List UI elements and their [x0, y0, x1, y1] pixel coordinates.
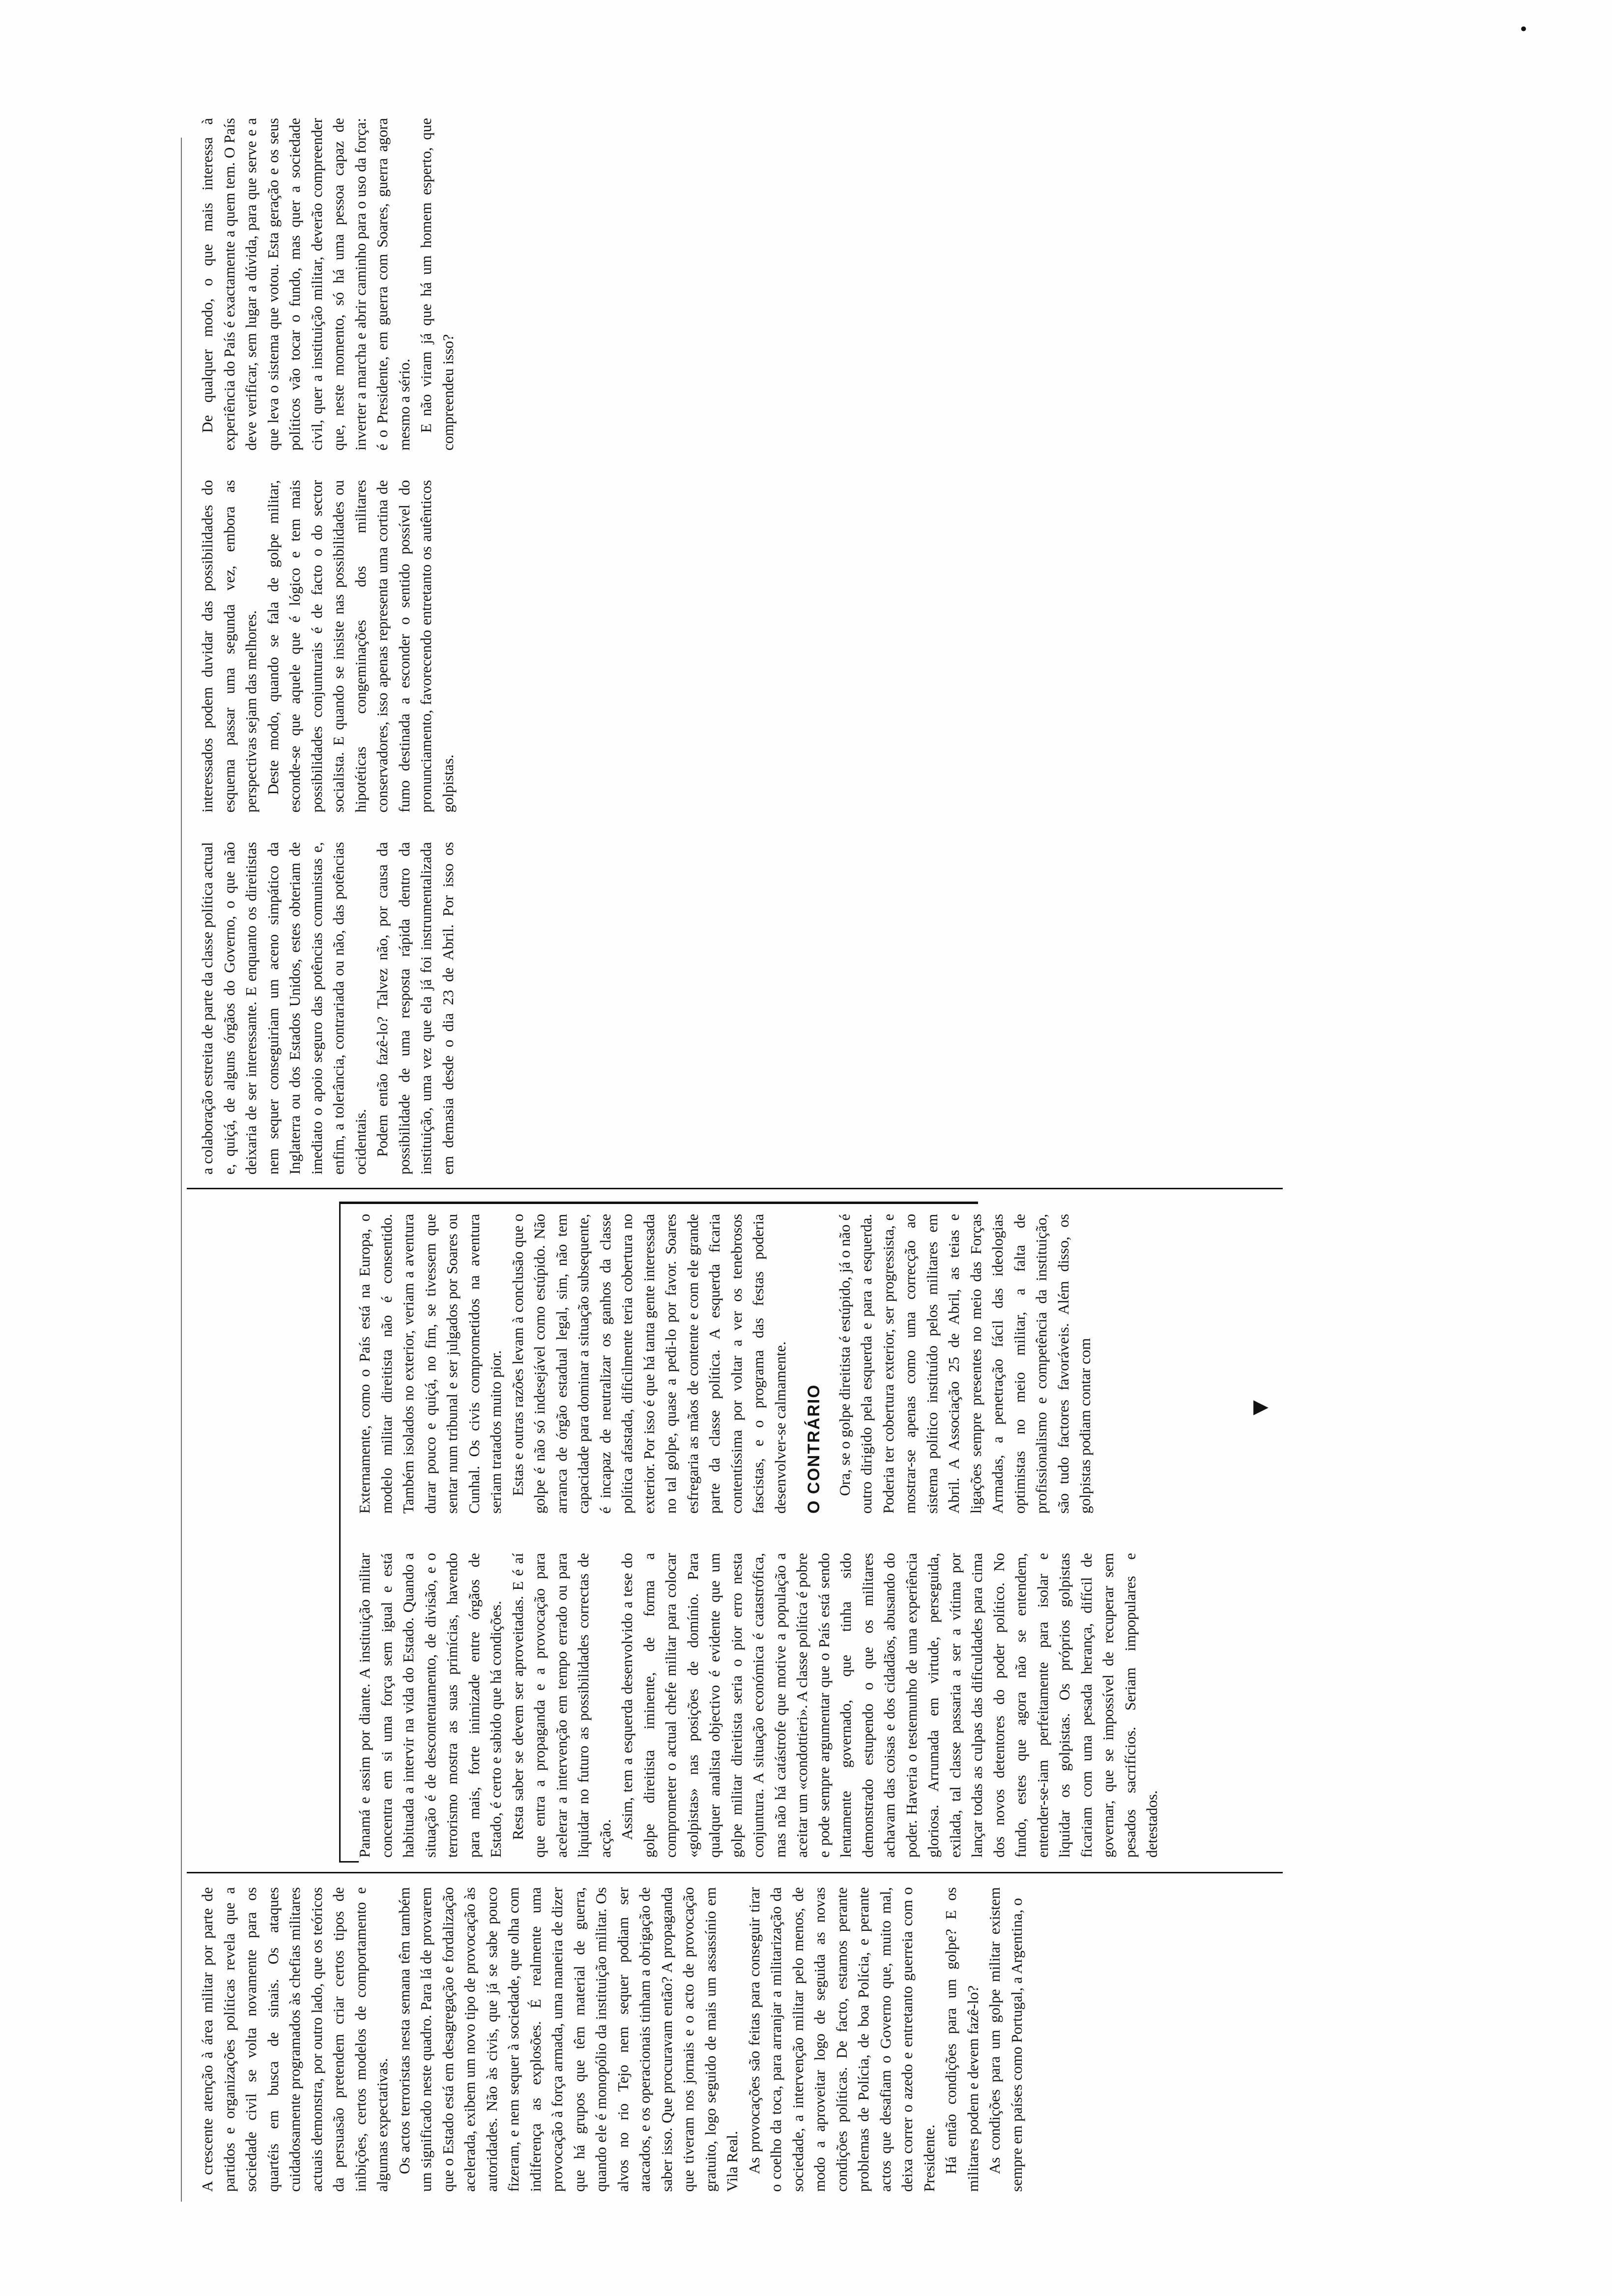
- paragraph: Deste modo, quando se fala de golpe militar, esconde-se que aquele que é lógico e tem mais possibilidades conjunturais é de facto o do sector socialista. E quando se insiste nas possibilidades ou hipotéticas congeminações dos militares conservadores, isso apenas representa uma cortina de fumo destinada a esconder o sentido possível do pronunciamento, favorecendo entretanto os autênticos golpistas.: [264, 480, 457, 813]
- column-rule: [187, 1872, 1283, 1873]
- article-column-3: [354, 1214, 1096, 1514]
- box-rule: [339, 1861, 359, 1863]
- paragraph: Há então condições para um golpe? E os militares podem e devem fazê-lo?: [942, 1887, 981, 2192]
- paragraph: De qualquer modo, o que mais interessa à experiência do País é exactamente a quem tem. O País deve verificar, sem lugar a dúvida, para que serve e a que leva o sistema que votou. Esta geração e os seus políticos vão tocar o fundo, mas quer a sociedade civil, quer a instituição militar, deverão compreender que, neste momento, só há uma pessoa capaz de inverter a marcha e abrir caminho para o uso da força: é o Presidente, em guerra com Soares, guerra agora mesmo a sério.: [199, 118, 413, 451]
- article-column-5: [197, 118, 459, 1175]
- column-rule: [187, 1188, 1283, 1189]
- article-column-1: [197, 1887, 1028, 2192]
- scan-speck-icon: •: [1519, 20, 1529, 39]
- paragraph: Os actos terroristas nesta semana têm também um significado neste quadro. Para lá de provarem que o Estado está em desagregação e fordalização acelerada, exibem um novo tipo de provocação às autoridades. Não às civis, que já se sabe pouco fizeram, e nem sequer à sociedade, que olha com indiferença as explosões. É realmente uma provocação à força armada, uma maneira de dizer que há grupos que têm material de guerra, quando ele é monopólio da instituição militar. Os alvos no rio Tejo nem sequer podiam ser atacados, e os operacionais tinham a obrigação de saber isso. Que procuravam então? A propaganda que tiveram nos jornais e o acto de provocação gratuito, logo seguido de mais um assassínio em Vila Real.: [395, 1887, 741, 2192]
- paragraph: Panamá e assim por diante. A instituição militar concentra em si uma força sem igual e está habituada a intervir na vida do Estado. Quando a situação é de descontentamento, de divisão, e o terrorismo mostra as suas primícias, havendo para mais, forte inimizade entre órgãos de Estado, é certo e sabido que há condições.: [356, 1553, 504, 1858]
- arrow-mark-icon: ▼: [1248, 1400, 1271, 1415]
- paragraph: Podem então fazê-lo? Talvez não, por causa da possibilidade de uma resposta rápida dentro da instituição, uma vez que ela já foi instrumentalizada em demasia desde o dia 23 de Abril. Por isso os interessados podem duvidar das possibilidades do esquema passar uma segunda vez, embora as perspectivas sejam das melhores.: [199, 480, 457, 1175]
- paragraph: Estas e outras razões levam à conclusão que o golpe é não só indesejável como estúpido. Não arranca de órgão estadual legal, sim, não tem capacidade para dominar a situação subsequente, é incapaz de neutralizar os ganhos da classe política afastada, dificilmente teria cobertura no exterior. Por isso é que há tanta gente interessada no tal golpe, quase a pedi-lo por favor. Soares esfregaria as mãos de contente e com ele grande parte da classe política. A esquerda ficaria contentíssima por voltar a ver os tenebrosos fascistas, e o programa das festas poderia desenvolver-se calmamente.: [509, 1214, 789, 1514]
- article-column-2: [354, 1553, 1163, 1858]
- box-rule: [339, 1204, 341, 1863]
- newspaper-article: [177, 98, 1297, 2202]
- paragraph: E não viram já que há um homem esperto, que compreendeu isso?: [417, 118, 457, 451]
- page-edge-rule: [181, 138, 182, 2202]
- paragraph: Assim, tem a esquerda desenvolvido a tese do golpe direitista iminente, de forma a comprometer o actual chefe militar para colocar «golpistas» nas posições de domínio. Para qualquer analista objectivo é evidente que um golpe militar direitista seria o pior erro nesta conjuntura. A situação económica é catastrófica, mas não há catástrofe que motive a população a aceitar um «condottieri». A classe política é pobre e pode sempre argumentar que o País está sendo lentamente governado, que tinha sido demonstrado estupendo o que os militares achavam das coisas e dos cidadãos, abusando do poder. Haveria o testemunho de uma experiência gloriosa. Arrumada em virtude, perseguida, exilada, tal classe passaria a ser a vítima por lançar todas as culpas das dificuldades para cima dos novos detentores do poder político. No fundo, estes que agora não se entendem, entender-se-iam perfeitamente para isolar e liquidar os golpistas. Os próprios golpistas ficariam com uma pesada herança, difícil de governar, que se impossível de recuperar sem pesados sacrifícios. Seriam impopulares e detestados.: [618, 1553, 1160, 1858]
- paragraph: Externamente, como o País está na Europa, o modelo militar direitista não é consentido. Também isolados no exterior, veriam a aventura durar pouco e quiçá, no fim, se tivessem que sentar num tribunal e ser julgados por Soares ou Cunhal. Os civis comprometidos na aventura seriam tratados muito pior.: [356, 1214, 504, 1514]
- box-rule: [339, 1202, 978, 1204]
- paragraph: A crescente atenção à área militar por parte de partidos e organizações políticas revela que a sociedade civil se volta novamente para os quartéis em busca de sinais. Os ataques cuidadosamente programados às chefias militares actuais demonstra, por outro lado, que os teóricos da persuasão pretendem criar certos tipos de inibições, certos modelos de comportamento e algumas expectativas.: [199, 1887, 391, 2192]
- paragraph: Ora, se o golpe direitista é estúpido, já o não é outro dirigido pela esquerda e para a esquerda. Poderia ter cobertura exterior, ser progressista, e mostrar-se apenas como uma correcção ao sistema político instituído pelos militares em Abril. A Associação 25 de Abril, as teias e ligações sempre presentes no meio das Forças Armadas, a penetração fácil das ideologias optimistas no meio militar, a falta de profissionalismo e competência da instituição, são tudo factores favoráveis. Além disso, os golpistas podiam contar com: [835, 1214, 1094, 1514]
- paragraph: As condições para um golpe militar existem sempre em países como Portugal, a Argentina, o: [986, 1887, 1025, 2192]
- section-subhead: O CONTRÁRIO: [805, 1384, 823, 1514]
- paragraph: a colaboração estreita de parte da classe política actual e, quiçá, de alguns órgãos do Governo, o que não deixaria de ser interessante. E enquanto os direitistas nem sequer conseguiriam um aceno simpático da Inglaterra ou dos Estados Unidos, estes obteriam de imediato o apoio seguro das potências comunistas e, enfim, a tolerância, contrariada ou não, das potências ocidentais.: [199, 842, 369, 1175]
- paragraph: As provocações são feitas para conseguir tirar o coelho da toca, para arranjar a militarização da sociedade, a intervenção militar pelo menos, de modo a aproveitar logo de seguida as novas condições políticas. De facto, estamos perante problemas de Polícia, de boa Polícia, e perante actos que desafiam o Governo que, muito mal, deixa correr o azedo e entretanto guerreia com o Presidente.: [745, 1887, 938, 2192]
- paragraph: Resta saber se devem ser aproveitadas. E é aí que entra a propaganda e a provocação para acelerar a intervenção em tempo errado ou para liquidar no futuro as possibilidades correctas de acção.: [509, 1553, 614, 1858]
